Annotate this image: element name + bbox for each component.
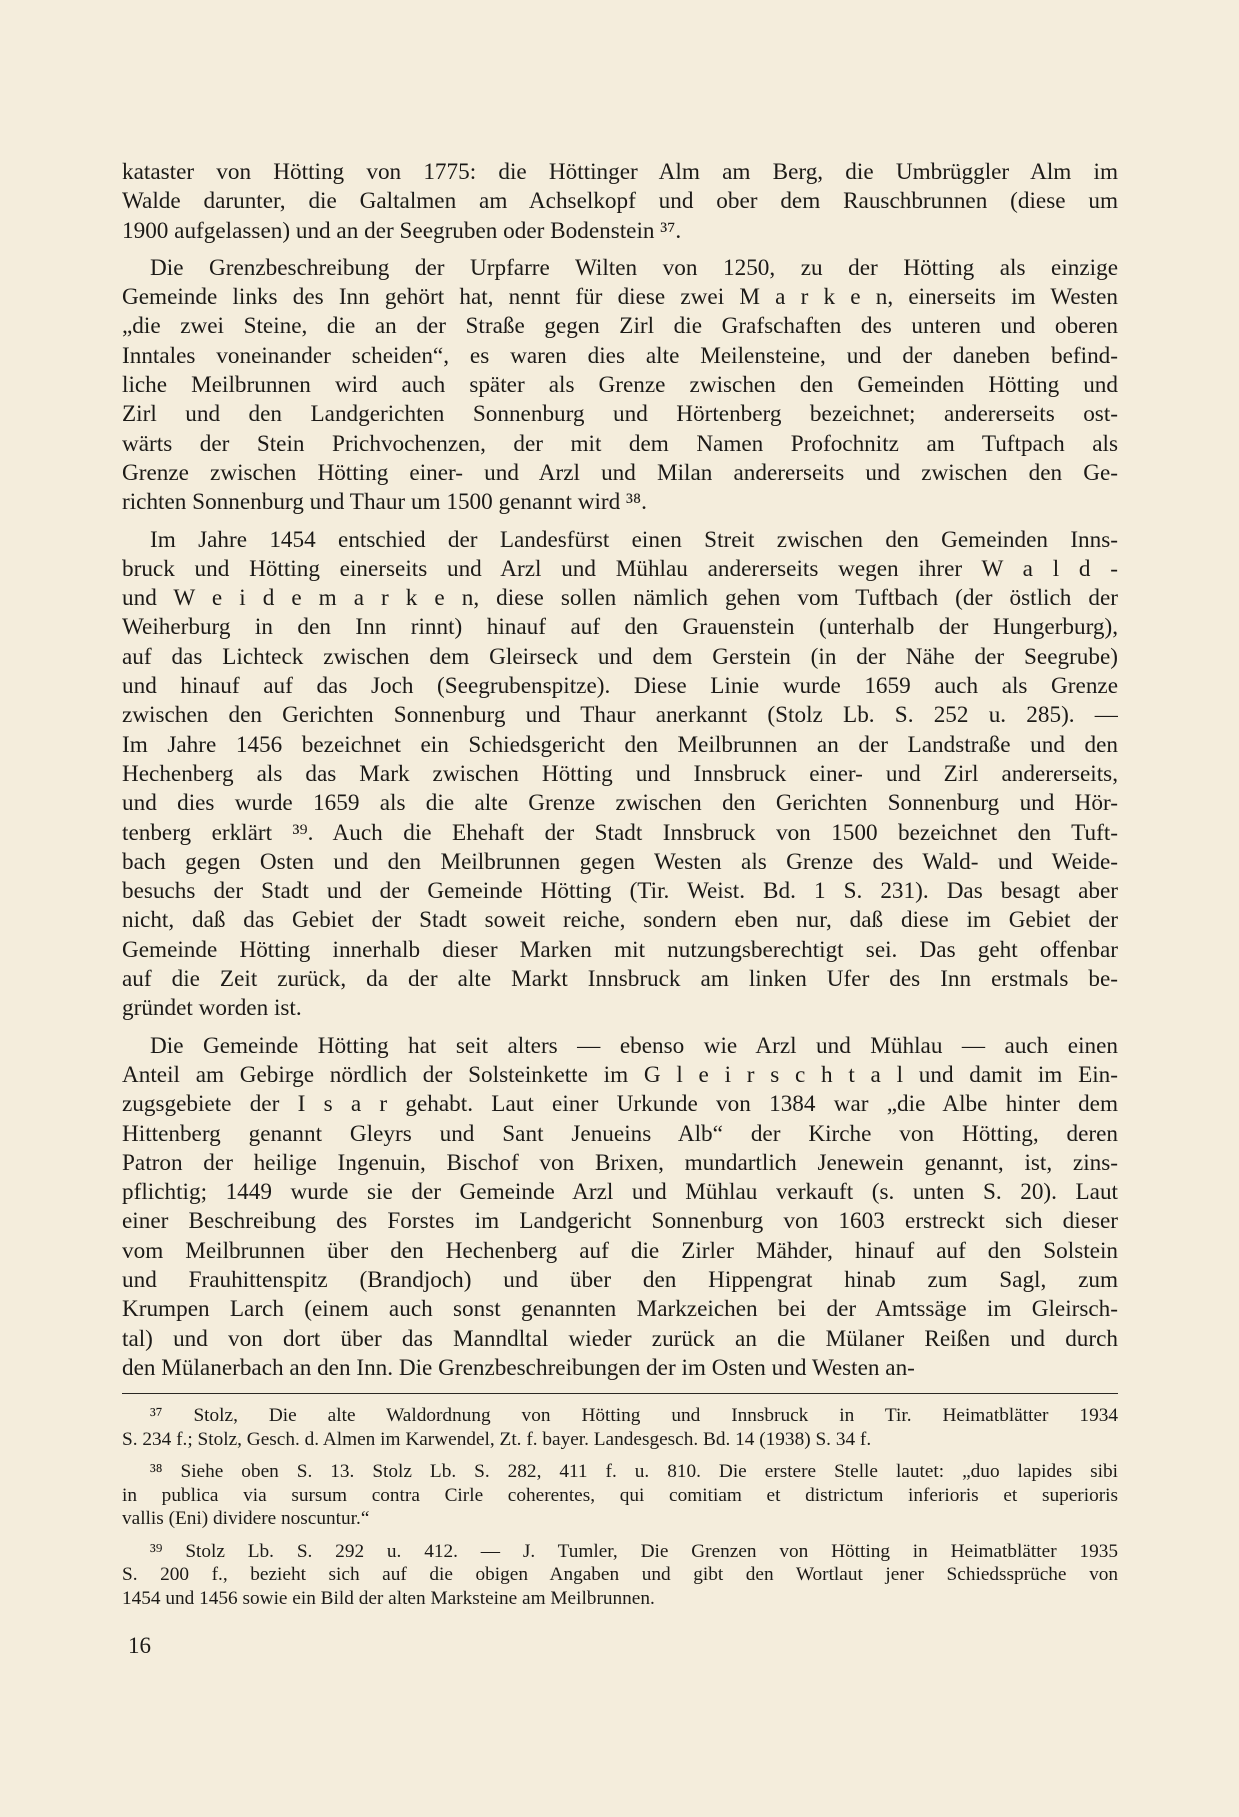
text-line: besuchs der Stadt und der Gemeinde Hötting (Tir. Weist. Bd. 1 S. 231). Das besagt aber	[122, 878, 1118, 905]
text-line: auf das Lichteck zwischen dem Gleirseck und dem Gerstein (in der Nähe der Seegrube)	[122, 643, 1118, 670]
footnote-line: ³⁸ Siehe oben S. 13. Stolz Lb. S. 282, 411 f. u. 810. Die erstere Stelle lautet: „duo lapides sibi	[150, 1461, 1118, 1482]
paragraph	[122, 158, 1118, 246]
text-line: Grenze zwischen Hötting einer- und Arzl und Milan andererseits und zwischen den Ge-	[122, 459, 1118, 486]
text-line: zugsgebiete der I s a r gehabt. Laut einer Urkunde von 1384 war „die Albe hinter dem	[122, 1091, 1118, 1118]
text-line: zwischen den Gerichten Sonnenburg und Thaur anerkannt (Stolz Lb. S. 252 u. 285). —	[122, 702, 1118, 729]
text-line: Gemeinde links des Inn gehört hat, nennt für diese zwei M a r k e n, einerseits im Westen	[122, 284, 1118, 311]
text-line: gründet worden ist.	[122, 995, 302, 1022]
text-line: 1900 aufgelassen) und an der Seegruben oder Bodenstein ³⁷.	[122, 217, 682, 244]
text-line: Zirl und den Landgerichten Sonnenburg und Hörtenberg bezeichnet; andererseits ost-	[122, 401, 1118, 428]
text-line: einer Beschreibung des Forstes im Landgericht Sonnenburg von 1603 erstreckt sich dieser	[122, 1208, 1118, 1235]
text-line: und dies wurde 1659 als die alte Grenze zwischen den Gerichten Sonnenburg und Hör-	[122, 790, 1118, 817]
text-line: richten Sonnenburg und Thaur um 1500 genannt wird ³⁸.	[122, 489, 647, 516]
paragraph	[122, 1032, 1118, 1384]
text-line: tenberg erklärt ³⁹. Auch die Ehehaft der Stadt Innsbruck von 1500 bezeichnet den Tuft-	[122, 819, 1118, 846]
text-line: und W e i d e m a r k e n, diese sollen nämlich gehen vom Tuftbach (der östlich der	[122, 585, 1118, 612]
text-line: Gemeinde Hötting innerhalb dieser Marken mit nutzungsberechtigt sei. Das geht offenbar	[122, 936, 1118, 963]
text-line: Die Grenzbeschreibung der Urpfarre Wilten von 1250, zu der Hötting als einzige	[150, 254, 1118, 281]
text-line: Die Gemeinde Hötting hat seit alters — ebenso wie Arzl und Mühlau — auch einen	[150, 1032, 1118, 1059]
footnote	[122, 1404, 1118, 1451]
footnote-line: ³⁷ Stolz, Die alte Waldordnung von Hötting und Innsbruck in Tir. Heimatblätter 1934	[150, 1405, 1118, 1426]
text-line: auf die Zeit zurück, da der alte Markt Innsbruck am linken Ufer des Inn erstmals be-	[122, 966, 1118, 993]
text-line: bach gegen Osten und den Meilbrunnen gegen Westen als Grenze des Wald- und Weide-	[122, 848, 1118, 875]
text-line: Hechenberg als das Mark zwischen Hötting und Innsbruck einer- und Zirl andererseits,	[122, 760, 1118, 787]
text-line: Im Jahre 1456 bezeichnet ein Schiedsgericht den Meilbrunnen an der Landstraße und den	[122, 731, 1118, 758]
text-line: tal) und von dort über das Manndltal wieder zurück an die Mülaner Reißen und durch	[122, 1325, 1118, 1352]
text-line: Anteil am Gebirge nördlich der Solsteinkette im G l e i r s c h t a l und damit im Ein-	[122, 1061, 1118, 1088]
footnote-line: vallis (Eni) dividere noscuntur.“	[122, 1508, 370, 1529]
text-line: bruck und Hötting einerseits und Arzl und Mühlau andererseits wegen ihrer W a l d -	[122, 555, 1118, 582]
text-line: Walde darunter, die Galtalmen am Achselkopf und ober dem Rauschbrunnen (diese um	[122, 188, 1118, 215]
footnote-line: S. 234 f.; Stolz, Gesch. d. Almen im Karwendel, Zt. f. bayer. Landesgesch. Bd. 14 (1938) S. 34 f.	[122, 1428, 872, 1450]
footnote	[122, 1540, 1118, 1611]
text-line: und hinauf auf das Joch (Seegrubenspitze). Diese Linie wurde 1659 auch als Grenze	[122, 673, 1118, 700]
footnote-line: 1454 und 1456 sowie ein Bild der alten Marksteine am Meilbrunnen.	[122, 1587, 655, 1609]
footnote-divider	[122, 1393, 1118, 1394]
footnote-line: S. 200 f., bezieht sich auf die obigen Angaben und gibt den Wortlaut jener Schiedssprüche von	[122, 1564, 1118, 1585]
text-line: Weiherburg in den Inn rinnt) hinauf auf den Grauenstein (unterhalb der Hungerburg),	[122, 614, 1118, 641]
footnote	[122, 1460, 1118, 1531]
text-line: Krumpen Larch (einem auch sonst genannten Markzeichen bei der Amtssäge im Gleirsch-	[122, 1296, 1118, 1323]
text-line: kataster von Hötting von 1775: die Höttinger Alm am Berg, die Umbrüggler Alm im	[122, 159, 1118, 185]
text-line: Inntales voneinander scheiden“, es waren dies alte Meilensteine, und der daneben befind-	[122, 342, 1118, 369]
paragraph	[122, 254, 1118, 518]
text-line: vom Meilbrunnen über den Hechenberg auf die Zirler Mähder, hinauf auf den Solstein	[122, 1237, 1118, 1264]
page-number: 16	[128, 1633, 151, 1658]
footnote-line: in publica via sursum contra Cirle coherentes, qui comitiam et districtum inferioris et superioris	[122, 1484, 1118, 1506]
main-text	[122, 158, 1118, 1391]
paragraph	[122, 526, 1118, 1024]
text-line: wärts der Stein Prichvochenzen, der mit dem Namen Profochnitz am Tuftpach als	[122, 430, 1118, 457]
text-line: den Mülanerbach an den Inn. Die Grenzbeschreibungen der im Osten und Westen an-	[122, 1354, 915, 1381]
text-line: Hittenberg genannt Gleyrs und Sant Jenueins Alb“ der Kirche von Hötting, deren	[122, 1120, 1118, 1147]
text-line: Patron der heilige Ingenuin, Bischof von Brixen, mundartlich Jenewein genannt, ist, zins-	[122, 1149, 1118, 1176]
text-line: liche Meilbrunnen wird auch später als Grenze zwischen den Gemeinden Hötting und	[122, 372, 1118, 399]
text-line: pflichtig; 1449 wurde sie der Gemeinde Arzl und Mühlau verkauft (s. unten S. 20). Laut	[122, 1179, 1118, 1206]
footnote-line: ³⁹ Stolz Lb. S. 292 u. 412. — J. Tumler, Die Grenzen von Hötting in Heimatblätter 1935	[150, 1540, 1118, 1562]
footnotes	[122, 1404, 1118, 1619]
text-line: und Frauhittenspitz (Brandjoch) und über den Hippengrat hinab zum Sagl, zum	[122, 1266, 1118, 1293]
text-line: Im Jahre 1454 entschied der Landesfürst einen Streit zwischen den Gemeinden Inns-	[150, 526, 1118, 553]
text-line: „die zwei Steine, die an der Straße gegen Zirl die Grafschaften des unteren und oberen	[122, 313, 1118, 340]
text-line: nicht, daß das Gebiet der Stadt soweit reiche, sondern eben nur, daß diese im Gebiet der	[122, 907, 1118, 934]
